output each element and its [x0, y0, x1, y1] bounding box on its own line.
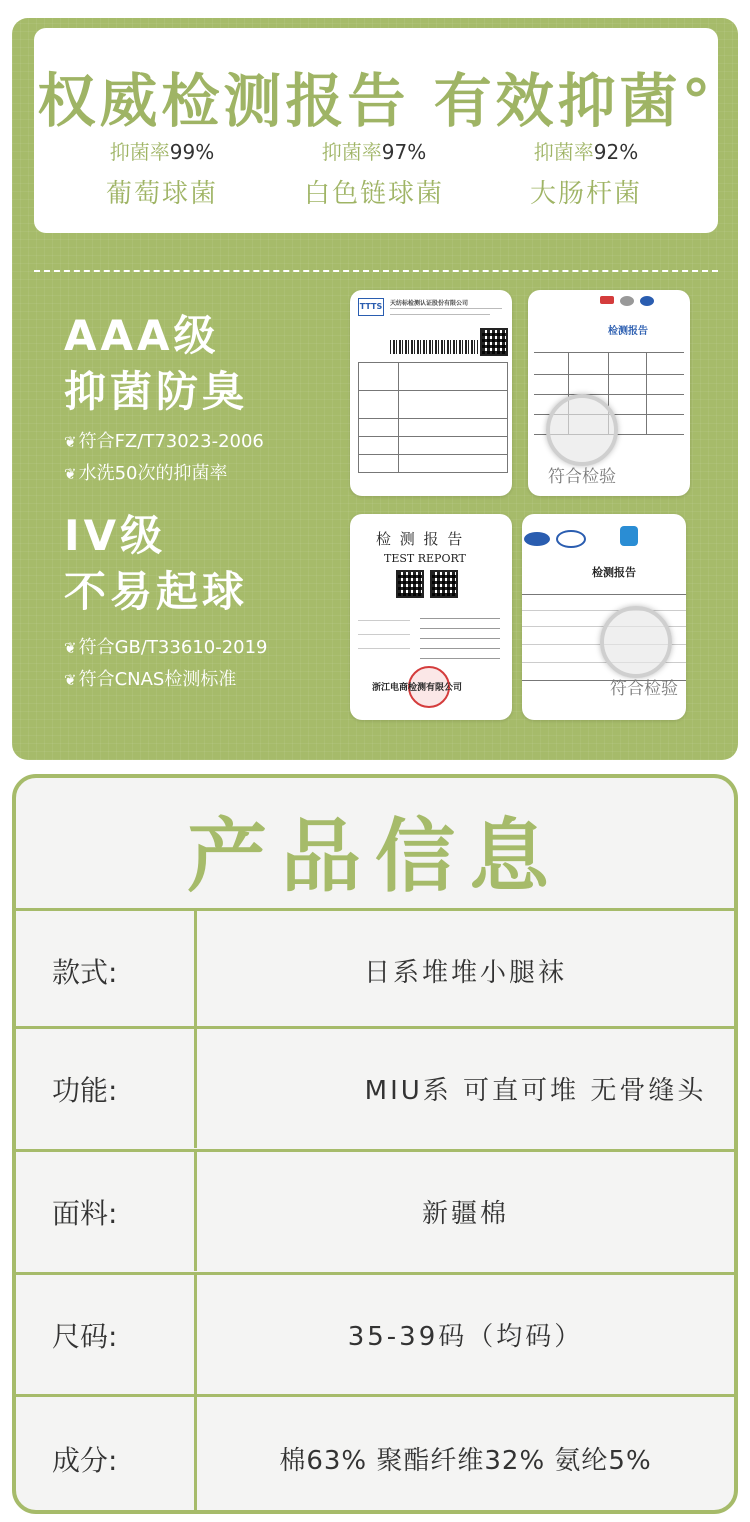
- ttts-logo: TTTS: [358, 298, 384, 316]
- cnas-logo: [556, 530, 586, 548]
- report-subtitle: TEST REPORT: [384, 552, 466, 565]
- table-row: [16, 1026, 734, 1148]
- test-report-image-1: [350, 290, 512, 496]
- leaf-icon: ❦: [64, 671, 77, 689]
- test-report-image-4: [522, 514, 686, 720]
- headline-card: [34, 28, 718, 233]
- row-key: 款式:: [52, 955, 118, 989]
- rate-value: 97%: [381, 140, 427, 164]
- grade-title: AAA级: [64, 311, 220, 360]
- stamp-text: 符合检验: [610, 679, 678, 699]
- row-value: MIU系 可直可堆 无骨缝头: [364, 1076, 707, 1106]
- row-value: 棉63% 聚酯纤维32% 氨纶5%: [279, 1446, 652, 1476]
- report-org: 天纺标检测认证股份有限公司: [390, 300, 469, 307]
- barcode: [390, 340, 478, 354]
- test-report-image-2: [528, 290, 690, 496]
- grade-block-pilling: [64, 510, 344, 696]
- report-org: 浙江电商检测有限公司: [372, 683, 463, 693]
- certification-panel: [12, 18, 738, 760]
- leaf-icon: ❦: [64, 639, 77, 657]
- report-title: 检测报告: [608, 326, 648, 337]
- rate-label: 抑菌率: [321, 140, 382, 164]
- ilac-logo: [620, 296, 634, 306]
- bacterium-name: 大肠杆菌: [529, 179, 642, 209]
- report-title: 检 测 报 告: [376, 530, 465, 548]
- leaf-icon: ❦: [64, 433, 77, 451]
- bacterium-name: 白色链球菌: [303, 179, 444, 209]
- row-value: 新疆棉: [421, 1199, 509, 1229]
- grade-note: ❦ 符合CNAS检测标准: [64, 669, 237, 690]
- stamp-text: 符合检验: [548, 467, 616, 487]
- ilac-logo: [524, 532, 550, 546]
- cnas-logo: [640, 296, 654, 306]
- grade-subtitle: 不易起球: [64, 567, 249, 616]
- rate-item: [274, 136, 474, 210]
- headline-title: 权威检测报告 有效抑菌°: [37, 67, 715, 135]
- qr-code: [480, 328, 508, 356]
- grade-note: ❦ 水洗50次的抑菌率: [64, 463, 228, 484]
- test-report-image-3: [350, 514, 512, 720]
- rate-label: 抑菌率: [109, 140, 170, 164]
- magnifier-icon: [546, 394, 618, 466]
- row-key: 尺码:: [52, 1319, 118, 1353]
- rate-value: 99%: [169, 140, 215, 164]
- rate-label: 抑菌率: [533, 140, 594, 164]
- rate-item: [62, 136, 262, 210]
- dashed-divider: [34, 270, 718, 272]
- grade-note: ❦ 符合GB/T33610-2019: [64, 637, 268, 658]
- table-row: [16, 1394, 734, 1514]
- certification-badge-icon: [620, 526, 638, 546]
- table-row: [16, 1272, 734, 1394]
- leaf-icon: ❦: [64, 465, 77, 483]
- rate-value: 92%: [593, 140, 639, 164]
- cma-logo: [600, 296, 614, 304]
- product-info-panel: [12, 774, 738, 1514]
- rates-row: [34, 136, 718, 226]
- table-row: [16, 908, 734, 1030]
- row-value: 日系堆堆小腿袜: [363, 958, 567, 988]
- qr-code: [430, 570, 458, 598]
- row-key: 功能:: [52, 1073, 118, 1107]
- grade-block-antibacterial: [64, 310, 344, 490]
- qr-code: [396, 570, 424, 598]
- rate-item: [486, 136, 686, 210]
- grade-note: ❦ 符合FZ/T73023-2006: [64, 431, 264, 452]
- product-info-title: 产品信息: [187, 810, 563, 903]
- bacterium-name: 葡萄球菌: [105, 179, 218, 209]
- row-key: 成分:: [52, 1443, 118, 1477]
- table-row: [16, 1149, 734, 1271]
- grade-title: IV级: [64, 511, 167, 560]
- row-value: 35-39码（均码）: [347, 1322, 584, 1352]
- row-key: 面料:: [52, 1196, 118, 1230]
- magnifier-icon: [600, 606, 672, 678]
- grade-subtitle: 抑菌防臭: [64, 367, 249, 416]
- report-title: 检测报告: [592, 566, 636, 579]
